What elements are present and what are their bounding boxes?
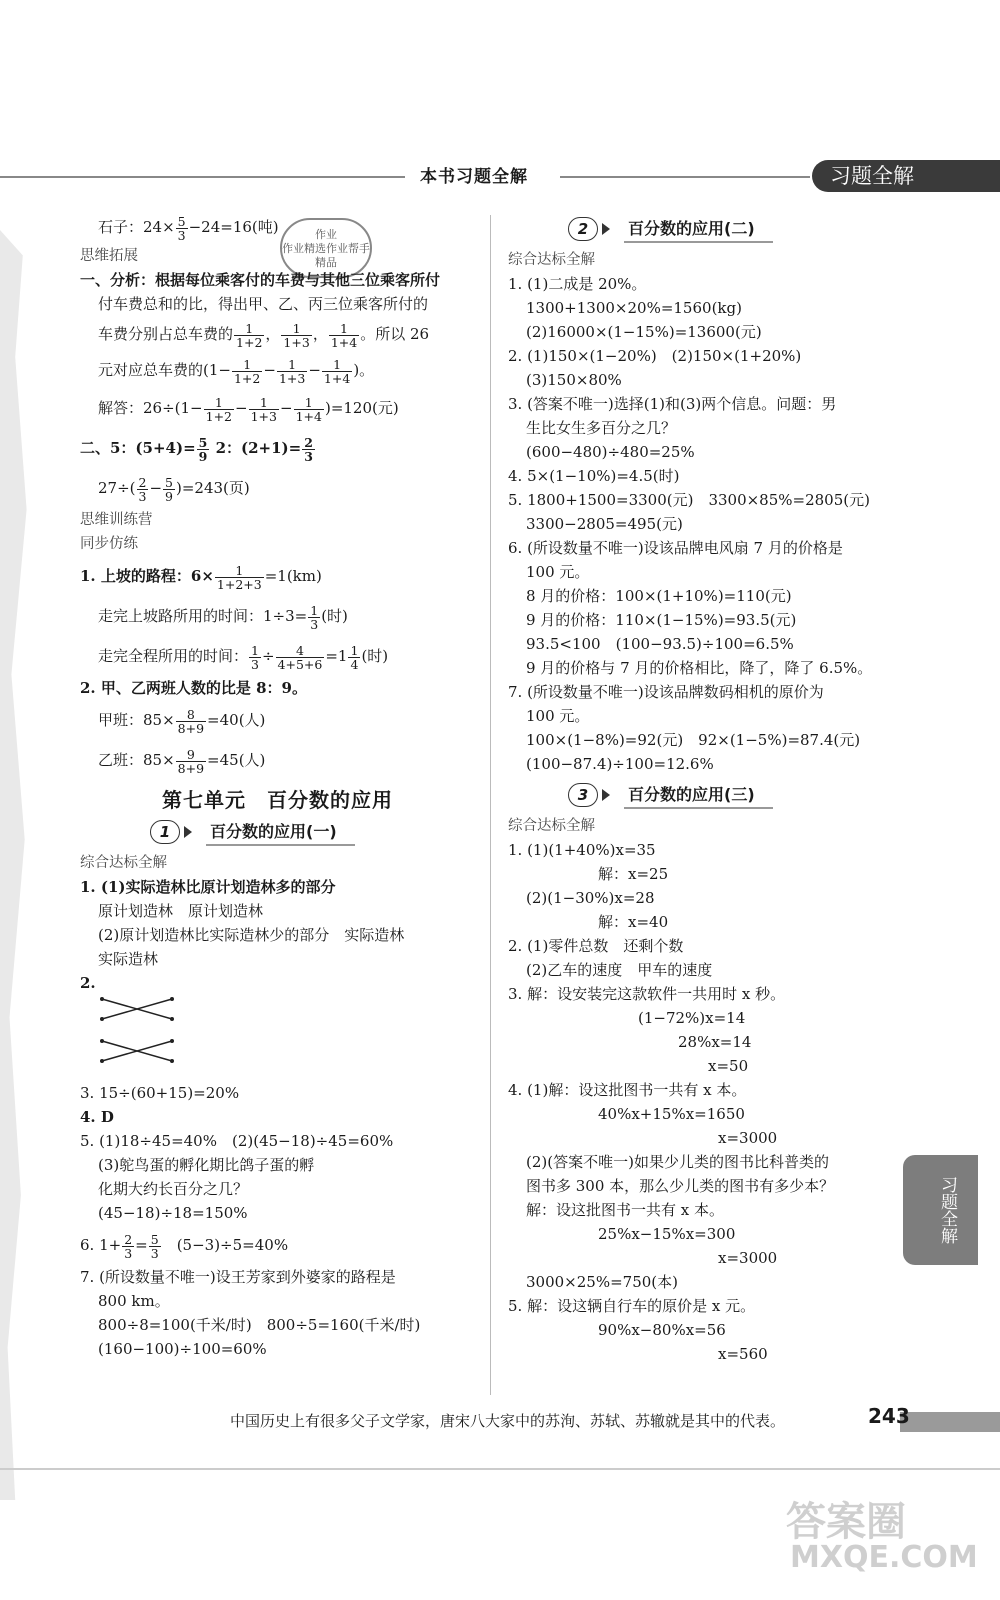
text: =45(人) bbox=[207, 751, 266, 769]
footer-note: 中国历史上有很多父子文学家，唐宋八大家中的苏洵、苏轼、苏辙就是其中的代表。 bbox=[230, 1412, 786, 1430]
line-q1-total bbox=[80, 636, 475, 676]
line-a1b: 原计划造林 原计划造林 bbox=[98, 902, 264, 920]
denominator: 8+9 bbox=[177, 760, 205, 776]
line-t11: 4. (1)解：设这批图书一共有 x 本。 bbox=[508, 1081, 747, 1099]
fraction bbox=[215, 564, 264, 591]
line-t5: 2. (1)零件总数 还剩个数 bbox=[508, 937, 684, 955]
numerator: 1 bbox=[234, 322, 264, 336]
line-a5: 5. (1)18÷45=40% (2)(45−18)÷45=60% bbox=[80, 1132, 394, 1150]
denominator: 9 bbox=[198, 448, 208, 464]
denominator: 1+4 bbox=[330, 334, 358, 350]
text: (时) bbox=[361, 647, 389, 665]
line-r16: 93.5<100 (100−93.5)÷100=6.5% bbox=[526, 635, 794, 653]
stamp-line-2: 作业精选作业帮手 bbox=[282, 242, 370, 255]
numerator: 1 bbox=[294, 396, 324, 410]
numerator: 1 bbox=[322, 358, 352, 372]
text: − bbox=[235, 399, 248, 417]
subhead-comprehensive: 综合达标全解 bbox=[508, 252, 595, 268]
denominator: 3 bbox=[124, 1245, 133, 1261]
line-a3: 3. 15÷(60+15)=20% bbox=[80, 1084, 240, 1102]
fraction bbox=[281, 322, 311, 349]
line-t4: 解：x=40 bbox=[598, 913, 669, 931]
line-two bbox=[80, 428, 475, 468]
denominator: 3 bbox=[138, 488, 147, 504]
fraction bbox=[308, 604, 320, 631]
line-r3: (2)16000×(1−15%)=13600(元) bbox=[526, 323, 762, 341]
text: ) bbox=[353, 361, 360, 379]
numerator: 5 bbox=[150, 1231, 159, 1247]
denominator: 1+4 bbox=[323, 370, 351, 386]
line-t2: 解：x=25 bbox=[598, 865, 669, 883]
line-r17: 9 月的价格与 7 月的价格相比，降了，降了 6.5%。 bbox=[526, 659, 873, 677]
text: ， bbox=[312, 325, 328, 343]
fraction bbox=[276, 644, 325, 671]
text: 1. (1)实际造林比原计划造林多的部分 bbox=[80, 878, 336, 896]
line-a7d: (160−100)÷100=60% bbox=[98, 1340, 267, 1358]
dot bbox=[100, 1039, 104, 1043]
line-t6: (2)乙车的速度 甲车的速度 bbox=[526, 961, 713, 979]
numerator: 8 bbox=[176, 708, 206, 722]
arrow-icon bbox=[184, 826, 192, 838]
line-r4: 2. (1)150×(1−20%) (2)150×(1+20%) bbox=[508, 347, 802, 365]
text: 乙班：85× bbox=[98, 751, 175, 769]
line-t22: x=560 bbox=[718, 1345, 768, 1363]
text: =1 bbox=[325, 647, 348, 665]
text: (1− bbox=[203, 361, 231, 379]
dot bbox=[170, 997, 174, 1001]
line-r20: 100×(1−8%)=92(元) 92×(1−5%)=87.4(元) bbox=[526, 731, 861, 749]
section-header-3 bbox=[508, 780, 893, 810]
denominator: 1+4 bbox=[295, 408, 322, 424]
arrow-icon bbox=[602, 789, 610, 801]
denominator: 1+3 bbox=[250, 408, 277, 424]
line-q2-yi bbox=[80, 740, 475, 780]
line-t16: 解：设这批图书一共有 x 本。 bbox=[526, 1201, 724, 1219]
matching-pair-1 bbox=[100, 997, 174, 1021]
text: =40(人) bbox=[207, 711, 266, 729]
line-r1: 1. (1)二成是 20%。 bbox=[508, 275, 647, 293]
unit-title: 第七单元 百分数的应用 bbox=[162, 788, 393, 812]
text: − bbox=[149, 479, 163, 497]
left-column bbox=[80, 210, 475, 1361]
line-t12: 40%x+15%x=1650 bbox=[598, 1105, 745, 1123]
page-number-bar bbox=[900, 1412, 1000, 1432]
line-a7b: 800 km。 bbox=[98, 1292, 170, 1310]
line-a5d: (45−18)÷18=150% bbox=[98, 1204, 248, 1222]
text: ， bbox=[265, 325, 281, 343]
line-q2: 2. 甲、乙两班人数的比是 8：9。 bbox=[80, 679, 307, 697]
line-q1-time bbox=[80, 596, 475, 636]
line-r15: 9 月的价格：110×(1−15%)=93.5(元) bbox=[526, 611, 797, 629]
subhead-comprehensive: 综合达标全解 bbox=[80, 855, 167, 871]
text: 。 bbox=[359, 361, 375, 379]
right-column bbox=[508, 210, 893, 1366]
denominator: 4 bbox=[350, 656, 359, 672]
numerator: 1 bbox=[251, 642, 259, 658]
line-analysis-1: 一、分析：根据每位乘客付的车费与其他三位乘客所付 bbox=[80, 271, 441, 289]
text: − bbox=[308, 361, 321, 379]
line-a5b: (3)鸵鸟蛋的孵化期比鸽子蛋的孵 bbox=[98, 1156, 315, 1174]
subhead-practice: 同步仿练 bbox=[80, 536, 138, 552]
line-t1: 1. (1)(1+40%)x=35 bbox=[508, 841, 656, 859]
numerator: 2 bbox=[138, 474, 147, 490]
fraction bbox=[176, 215, 188, 242]
line-r9: 4. 5×(1−10%)=4.5(时) bbox=[508, 467, 680, 485]
fraction bbox=[249, 644, 261, 671]
matching-pair-2 bbox=[100, 1039, 174, 1063]
section-title: 百分数的应用(二) bbox=[624, 216, 773, 243]
fraction bbox=[249, 396, 279, 423]
line-t18: x=3000 bbox=[718, 1249, 778, 1267]
numerator: 1 bbox=[249, 396, 279, 410]
text: 走完上坡路所用的时间：1÷3= bbox=[98, 607, 308, 625]
text: − bbox=[279, 399, 293, 417]
line-a6 bbox=[80, 1225, 475, 1265]
text: ) bbox=[324, 399, 331, 417]
line-a1c: (2)原计划造林比实际造林少的部分 实际造林 bbox=[98, 926, 405, 944]
numerator: 9 bbox=[176, 748, 206, 762]
numerator: 2 bbox=[124, 1231, 133, 1247]
numerator: 1 bbox=[281, 322, 311, 336]
text: −24=16(吨) bbox=[188, 218, 279, 236]
numerator: 5 bbox=[165, 474, 173, 490]
torn-edge bbox=[0, 230, 38, 1500]
dot bbox=[170, 1059, 174, 1063]
line-r19: 100 元。 bbox=[526, 707, 590, 725]
line-t14: (2)(答案不唯一)如果少儿类的图书比科普类的 bbox=[526, 1153, 829, 1171]
numerator: 5 bbox=[177, 213, 186, 229]
stamp-line-1: 作业 bbox=[315, 228, 337, 241]
watermark-url: MXQE.COM bbox=[790, 1540, 978, 1575]
line-a1d: 实际造林 bbox=[98, 950, 159, 968]
line-a4: 4. D bbox=[80, 1108, 114, 1126]
fraction bbox=[149, 1233, 161, 1260]
line-t9: 28%x=14 bbox=[678, 1033, 752, 1051]
subhead-training: 思维训练营 bbox=[80, 512, 153, 528]
fraction bbox=[137, 476, 149, 503]
numerator: 2 bbox=[304, 434, 313, 450]
line-t19: 3000×25%=750(本) bbox=[526, 1273, 678, 1291]
text: 2：(2+1)= bbox=[210, 439, 302, 457]
line-t7: 3. 解：设安装完这款软件一共用时 x 秒。 bbox=[508, 985, 786, 1003]
text: 元对应总车费的 bbox=[98, 361, 204, 379]
text: ÷ bbox=[261, 647, 275, 665]
denominator: 8+9 bbox=[177, 720, 205, 736]
line-t10: x=50 bbox=[708, 1057, 749, 1075]
fraction bbox=[348, 644, 360, 671]
section-number: 3 bbox=[568, 783, 598, 807]
section-number: 2 bbox=[568, 217, 598, 241]
line-r11: 3300−2805=495(元) bbox=[526, 515, 683, 533]
line-a7: 7. (所设数量不唯一)设王芳家到外婆家的路程是 bbox=[80, 1268, 396, 1286]
line-stone bbox=[80, 210, 475, 244]
text: (1− bbox=[174, 399, 203, 417]
line-r18: 7. (所设数量不唯一)设该品牌数码相机的原价为 bbox=[508, 683, 824, 701]
line-t20: 5. 解：设这辆自行车的原价是 x 元。 bbox=[508, 1297, 756, 1315]
numerator: 1 bbox=[204, 396, 234, 410]
stamp-line-3: 精品 bbox=[315, 256, 337, 269]
text: 6. 1+ bbox=[80, 1236, 122, 1254]
text: 二、5：(5+4)= bbox=[80, 439, 196, 457]
line-r5: (3)150×80% bbox=[526, 371, 622, 389]
line-t15: 图书多 300 本，那么少儿类的图书有多少本？ bbox=[526, 1177, 835, 1195]
line-q1 bbox=[80, 556, 475, 596]
line-t17: 25%x−15%x=300 bbox=[598, 1225, 736, 1243]
fraction bbox=[234, 322, 264, 349]
header-tag: 习题全解 bbox=[812, 160, 1000, 192]
denominator: 3 bbox=[251, 656, 259, 672]
column-divider bbox=[490, 215, 491, 1395]
watermark-logo: 答案圈 bbox=[786, 1499, 906, 1545]
dot bbox=[100, 997, 104, 1001]
text: 石子：24× bbox=[98, 218, 175, 236]
line-r12: 6. (所设数量不唯一)设该品牌电风扇 7 月的价格是 bbox=[508, 539, 843, 557]
denominator: 1+3 bbox=[278, 370, 306, 386]
denominator: 3 bbox=[150, 1245, 159, 1261]
text: 车费分别占总车费的 bbox=[98, 325, 234, 343]
numerator: 1 bbox=[215, 564, 264, 578]
text: 27÷( bbox=[98, 479, 136, 497]
numerator: 4 bbox=[276, 644, 325, 658]
denominator: 4+5+6 bbox=[277, 656, 323, 672]
fraction bbox=[176, 708, 206, 735]
line-a5c: 化期大约长百分之几？ bbox=[98, 1180, 249, 1198]
denominator: 3 bbox=[177, 227, 186, 243]
line-t8: (1−72%)x=14 bbox=[638, 1009, 746, 1027]
fraction bbox=[329, 322, 359, 349]
numerator: 1 bbox=[350, 642, 359, 658]
fraction bbox=[176, 748, 206, 775]
fraction bbox=[302, 436, 315, 463]
text: (5−3)÷5=40% bbox=[161, 1236, 289, 1254]
text: (时) bbox=[321, 607, 348, 625]
section-title: 百分数的应用(一) bbox=[206, 819, 355, 846]
text: =120(元) bbox=[330, 399, 399, 417]
denominator: 3 bbox=[310, 616, 319, 632]
denominator: 1+2 bbox=[205, 408, 233, 424]
text: )=243(页) bbox=[176, 479, 250, 497]
section-header-2 bbox=[508, 214, 893, 244]
numerator: 1 bbox=[232, 358, 262, 372]
header-rule-right bbox=[560, 176, 810, 178]
line-analysis-2: 付车费总和的比，得出甲、乙、丙三位乘客所付的 bbox=[98, 295, 429, 313]
line-r21: (100−87.4)÷100=12.6% bbox=[526, 755, 714, 773]
fraction bbox=[163, 476, 175, 503]
section-title: 百分数的应用(三) bbox=[624, 782, 773, 809]
line-t3: (2)(1−30%)x=28 bbox=[526, 889, 655, 907]
line-a1 bbox=[80, 875, 475, 899]
denominator: 1+2 bbox=[236, 334, 263, 350]
dot bbox=[170, 1039, 174, 1043]
text: 走完全程所用的时间： bbox=[98, 647, 249, 665]
text: 甲班：85× bbox=[98, 711, 175, 729]
line-t13: x=3000 bbox=[718, 1129, 778, 1147]
arrow-icon bbox=[602, 223, 610, 235]
header-rule-left bbox=[0, 176, 405, 178]
section-header-1 bbox=[80, 817, 475, 847]
fraction bbox=[204, 396, 234, 423]
line-pages bbox=[80, 468, 475, 508]
line-r2: 1300+1300×20%=1560(kg) bbox=[526, 299, 742, 317]
line-answer bbox=[80, 388, 475, 428]
denominator: 3 bbox=[304, 448, 313, 464]
denominator: 9 bbox=[165, 488, 173, 504]
fraction bbox=[232, 358, 262, 385]
header-title: 本书习题全解 bbox=[420, 167, 528, 187]
line-r7: 生比女生多百分之几？ bbox=[526, 419, 677, 437]
line-analysis-4 bbox=[80, 352, 475, 388]
line-r13: 100 元。 bbox=[526, 563, 590, 581]
text: 1. 上坡的路程：6× bbox=[80, 567, 214, 585]
line-analysis-3 bbox=[80, 316, 475, 352]
matching-lines-diagram bbox=[84, 997, 194, 1073]
text: = bbox=[135, 1236, 148, 1254]
subhead-extension: 思维拓展 bbox=[80, 248, 138, 264]
dot bbox=[100, 1017, 104, 1021]
text: 。所以 26 bbox=[360, 325, 430, 343]
dot bbox=[100, 1059, 104, 1063]
bottom-rule bbox=[0, 1468, 1000, 1470]
fraction bbox=[122, 1233, 134, 1260]
page-number: 243 bbox=[868, 1404, 910, 1428]
line-r6: 3. (答案不唯一)选择(1)和(3)两个信息。问题：男 bbox=[508, 395, 837, 413]
line-a2: 2. bbox=[80, 974, 96, 992]
fraction bbox=[277, 358, 307, 385]
denominator: 1+2+3 bbox=[216, 576, 262, 592]
dot bbox=[170, 1017, 174, 1021]
numerator: 1 bbox=[310, 602, 319, 618]
fraction bbox=[197, 436, 210, 463]
line-t21: 90%x−80%x=56 bbox=[598, 1321, 726, 1339]
line-r8: (600−480)÷480=25% bbox=[526, 443, 695, 461]
text: =1(km) bbox=[264, 567, 322, 585]
line-r10: 5. 1800+1500=3300(元) 3300×85%=2805(元) bbox=[508, 491, 870, 509]
denominator: 1+3 bbox=[283, 334, 310, 350]
fraction bbox=[294, 396, 324, 423]
numerator: 1 bbox=[277, 358, 307, 372]
line-q2-jia bbox=[80, 700, 475, 740]
subhead-comprehensive: 综合达标全解 bbox=[508, 818, 595, 834]
side-tab: 习题全解 bbox=[903, 1155, 978, 1265]
numerator: 1 bbox=[329, 322, 359, 336]
section-number: 1 bbox=[150, 820, 180, 844]
line-r14: 8 月的价格：100×(1+10%)=110(元) bbox=[526, 587, 792, 605]
line-a7c: 800÷8=100(千米/时) 800÷5=160(千米/时) bbox=[98, 1316, 421, 1334]
denominator: 1+2 bbox=[233, 370, 261, 386]
numerator: 5 bbox=[198, 434, 208, 450]
text: 解答：26÷ bbox=[98, 399, 175, 417]
fraction bbox=[322, 358, 352, 385]
text: − bbox=[263, 361, 276, 379]
